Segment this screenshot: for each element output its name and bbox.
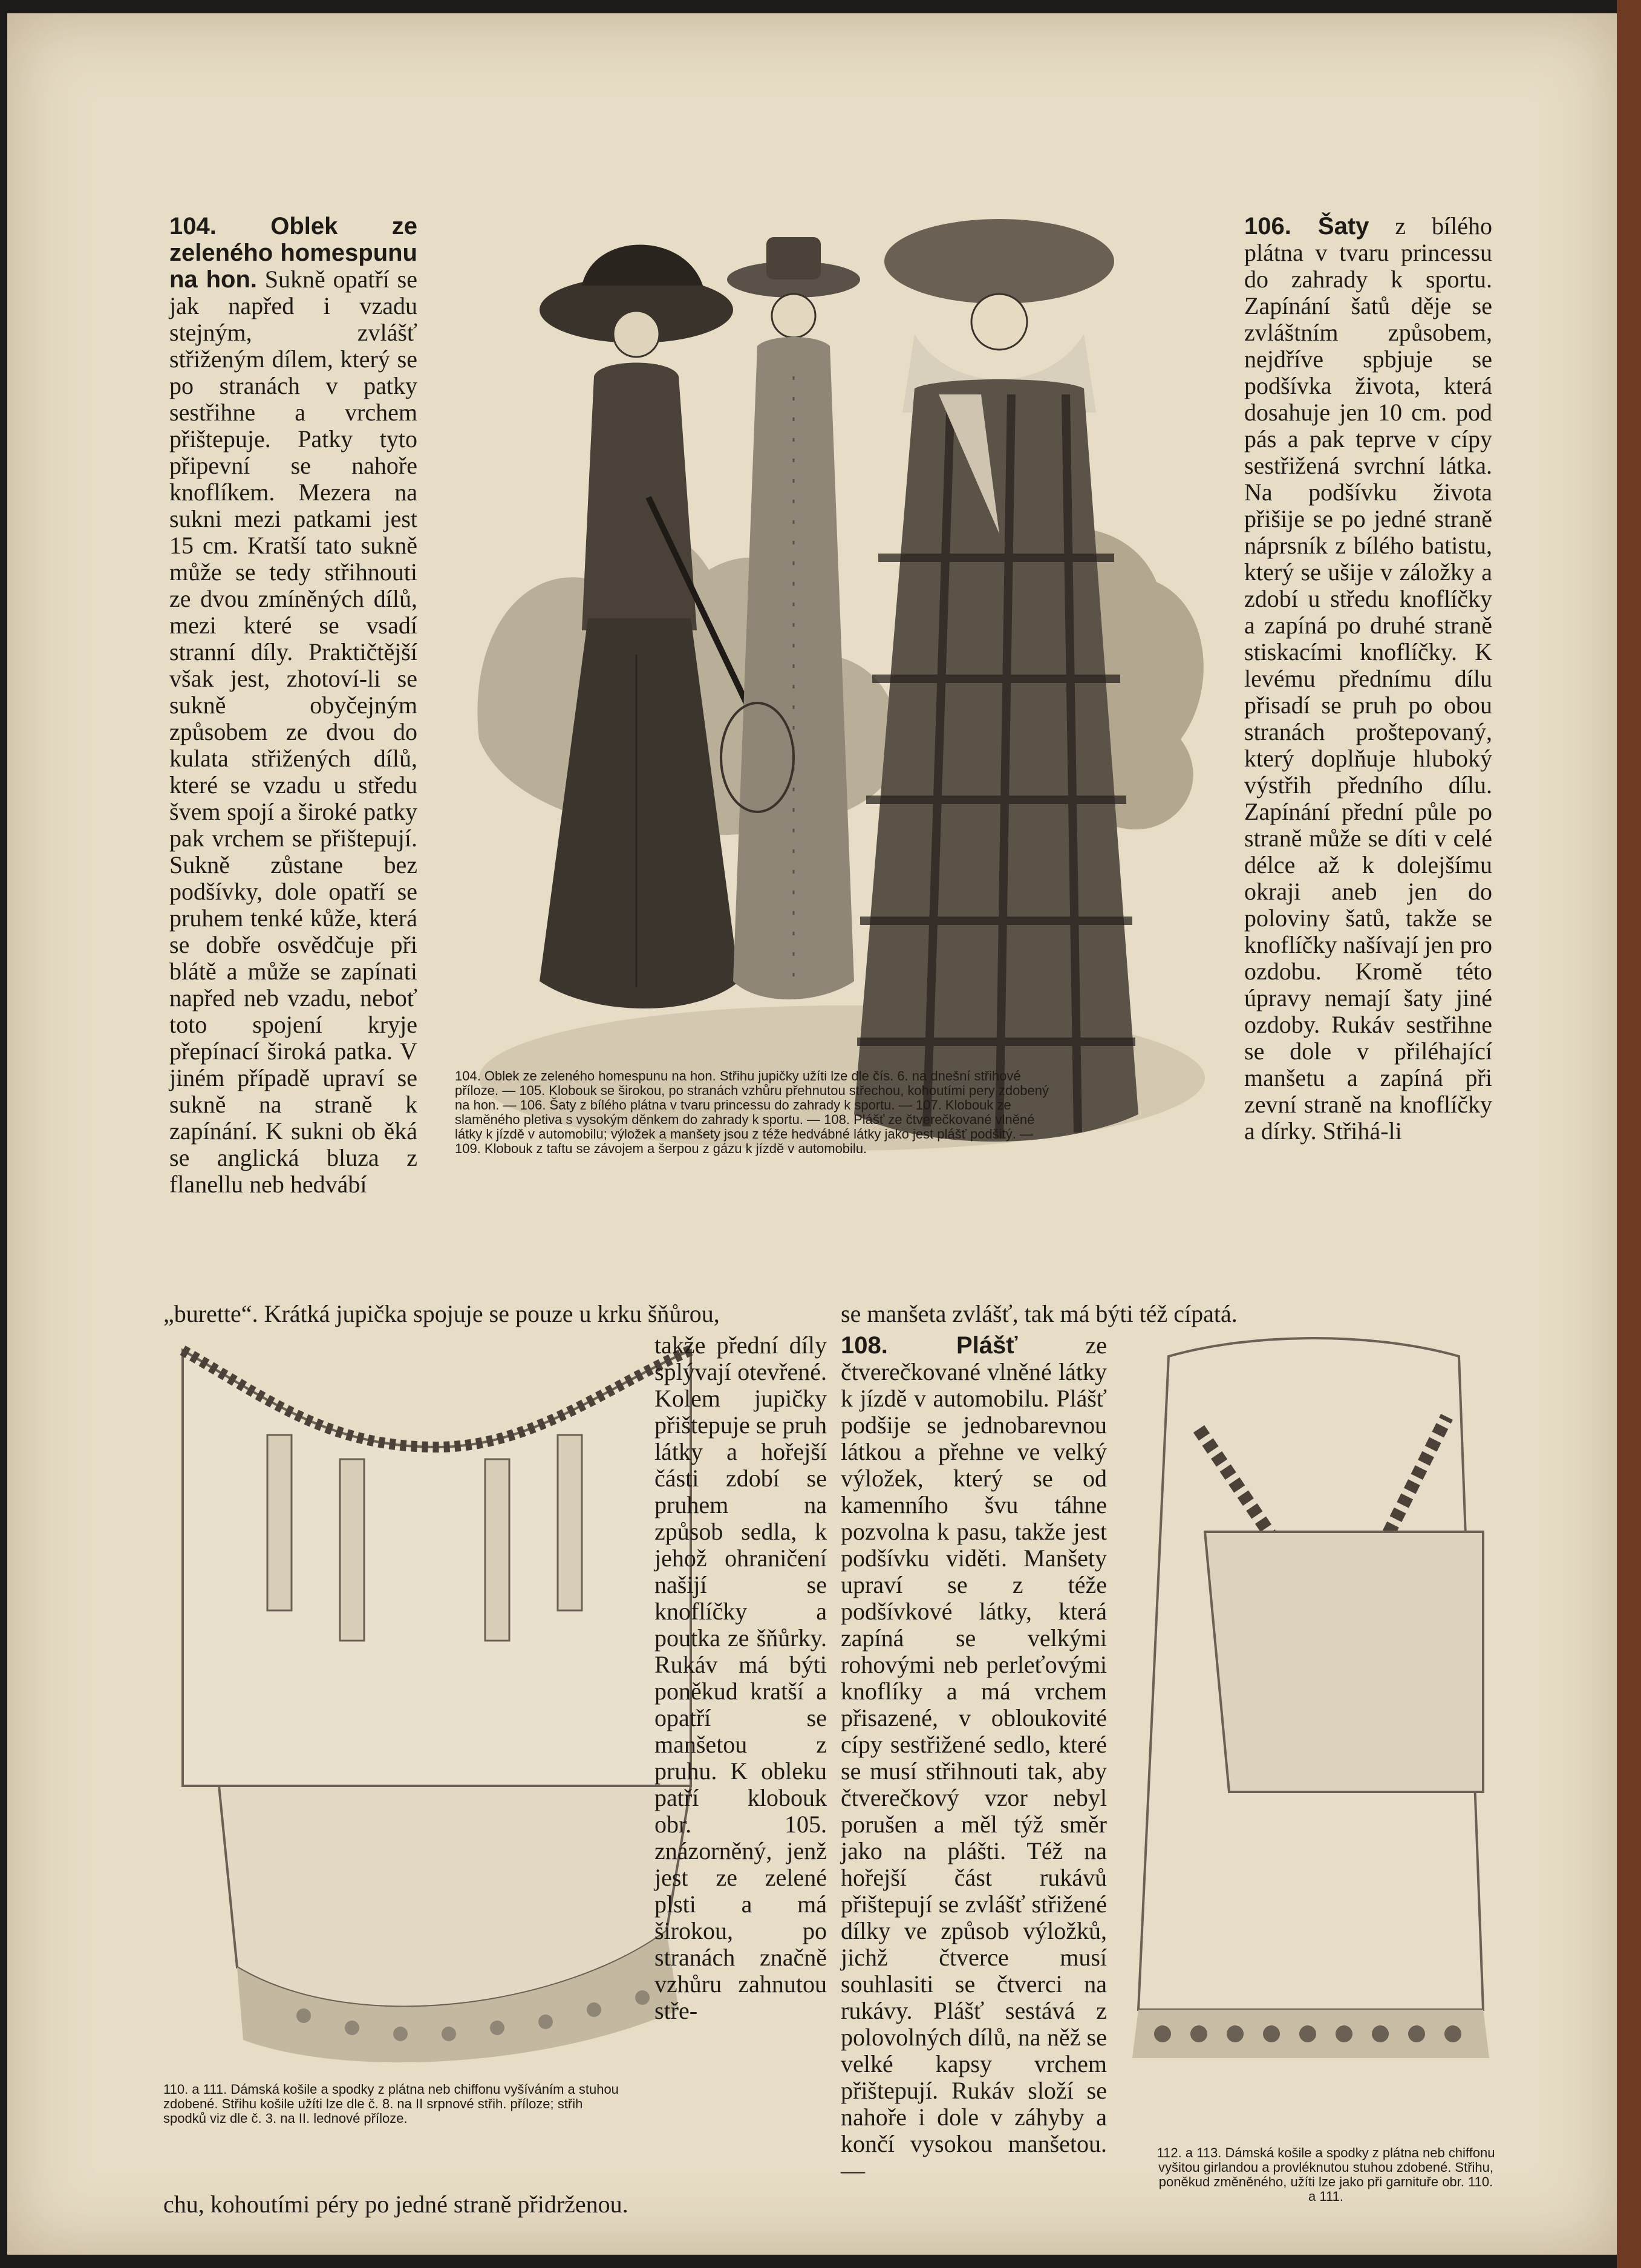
article-104-column-2: takže přední díly splývají otevřené. Kolem jupičky přištepuje se pruh látky a hořejší části zdobí se pruhem na způsob sedla, k jehož ohraničení našijí se knoflíčky a poutka ze šňůrky. Rukáv má býti poněkud kratší a opatří se manšetou z pruhu. K obleku patří klobouk obr. 105. znázorněný, jenž jest ze zelené plsti a má širokou, po stranách značně vzhůru zahnutou stře- xyxy=(654,1332,827,2024)
article-106-body-end: se manšeta zvlášť, tak má býti též cípatá. xyxy=(841,1300,1238,1327)
illustration-110-111 xyxy=(146,1326,727,2076)
article-108-body: ze čtverečkované vlněné látky k jízdě v automobilu. Plášť podšije se jednobarevnou látkou a přehne ve velký výložek, který se od kamenního švu táhne pozvolna k pasu, takže jest podšívku viděti. Manšety upraví se z téže podšívkové látky, která zapíná se velkými rohovými neb perleťovými knoflíky a má vrchem přisazené, v obloukovité cípy sestřižené sedlo, které se musí střihnouti tak, aby čtverečkový vzor nebyl porušen a měl týž směr jako na plášti. Též na hořejší část rukávů přištepují se zvlášť střižené dílky ve způsob výložků, jichž čtverce musí souhlasiti se čtverci na rukávy. Plášť sestává z polovolných dílů, na něž se velké kapsy vrchem přištepují. Rukáv složí se nahoře i dole v záhyby a končí vysokou manšetou. — xyxy=(841,1332,1107,2184)
caption-fig-112-113: 112. a 113. Dámská košile a spodky z plátna neb chiffonu vyšitou girlandou a provléknutou stuhou zdobené. Střihu, poněkud změněného, užíti lze jako při garnituře obr. 110. a 111. xyxy=(1157,2145,1495,2204)
caption-fig-110-111: 110. a 111. Dámská košile a spodky z plátna neb chiffonu vyšíváním a stuhou zdobené. Střihu košile užíti lze dle č. 8. na II srpnové střih. příloze; střih spodků viz dle č. 3. na II. lednové příloze. xyxy=(163,2082,619,2126)
fashion-illustration-svg xyxy=(455,195,1247,1193)
caption-fig-104-109: 104. Oblek ze zeleného homespunu na hon. Střihu jupičky užíti lze dle čís. 6. na dnešní střihové příloze. — 105. Klobouk se širokou, po stranách vzhůru přehnutou střechou, kohoutími pery zdobený na hon. — 106. Šaty z bílého plátna v tvaru princessu do zahrady k sportu. — 107. Klobouk ze slaměného pletiva s vysokým děnkem do zahrady k sportu. — 108. Plášť ze čtverečkované vlněné látky k jízdě v automobilu; výložek a manšety jsou z téže hedvábné látky jako jest plášť podšitý. — 109. Klobouk z taftu se závojem a šerpou z gázu k jízdě v automobilu. xyxy=(455,1068,1049,1156)
article-104-column-2-end: chu, kohoutími péry po jedné straně přidrženou. xyxy=(163,2191,628,2218)
article-108 xyxy=(841,1332,1107,2184)
article-106 xyxy=(1244,213,1492,1145)
illustration-112-113 xyxy=(1120,1332,1507,2137)
article-104-heading: 104. Oblek ze zeleného homespunu na hon. xyxy=(169,213,417,293)
article-108-heading: 108. Plášť xyxy=(841,1332,1018,1359)
illustration-112-113-svg xyxy=(1120,1332,1507,2137)
figure-automobile-coat xyxy=(854,219,1138,1142)
article-104 xyxy=(169,213,417,1198)
article-104-body-end: „burette“. Krátká jupička spojuje se pouze u krku šňůrou, xyxy=(163,1300,720,1327)
illustration-110-111-svg xyxy=(146,1326,727,2076)
article-106-body: z bílého plátna v tvaru princessu do zahrady k sportu. Zapínání šatů děje se zvláštním způsobem, nejdříve spbjuje se podšívka života, která dosahuje jen 10 cm. pod pás a pak teprve v cípy sestřižená svrchní látka. Na podšívku života přišije se po jedné straně náprsník z bílého batistu, který se ušije v záložky a zdobí u středu knoflíčky a zapíná po druhé straně stiskacími knoflíčky. K levému přednímu dílu přisadí se pruh po obou stranách proštepovaný, který doplňuje hluboký výstřih předního dílu. Zapínání přední půle po straně může se díti v celé délce až k dolejšímu okraji aneb jen do poloviny šatů, takže se knoflíčky našívají jen pro ozdobu. Kromě této úpravy nemají šaty jiné ozdoby. Rukáv sestřihne se dole v přiléhající manšetu a zapíná při zevní straně na knoflíčky a dírky. Střihá-li xyxy=(1244,212,1492,1145)
fashion-illustration-104-109 xyxy=(455,195,1247,1193)
page-edge xyxy=(1617,0,1641,2268)
magazine-page xyxy=(7,13,1619,2255)
article-104-body: Sukně opatří se jak napřed i vzadu stejným, zvlášť střiženým dílem, který se po stranách v patky sestřihne a vrchem přištepuje. Patky tyto připevní se nahoře knoflíkem. Mezera na sukni mezi patkami jest 15 cm. Kratší tato sukně může se tedy střihnouti ze dvou zmíněných dílů, mezi které se vsadí stranní díly. Praktičtější však jest, zhotoví-li se sukně obyčejným způsobem ze dvou do kulata střižených dílů, které se vzadu u středu švem spojí a široké patky pak vrchem se přištepují. Sukně zůstane bez podšívky, dole opatří se pruhem tenké kůže, která se dobře osvědčuje při blátě a může se zapínati napřed neb vzadu, neboť toto spojení kryje přepínací široká patka. V jiném případě upraví se sukně na straně k zapínání. K sukni ob ěká se anglická bluza z flanellu neb hedvábí xyxy=(169,266,417,1198)
article-106-heading: 106. Šaty xyxy=(1244,213,1369,240)
